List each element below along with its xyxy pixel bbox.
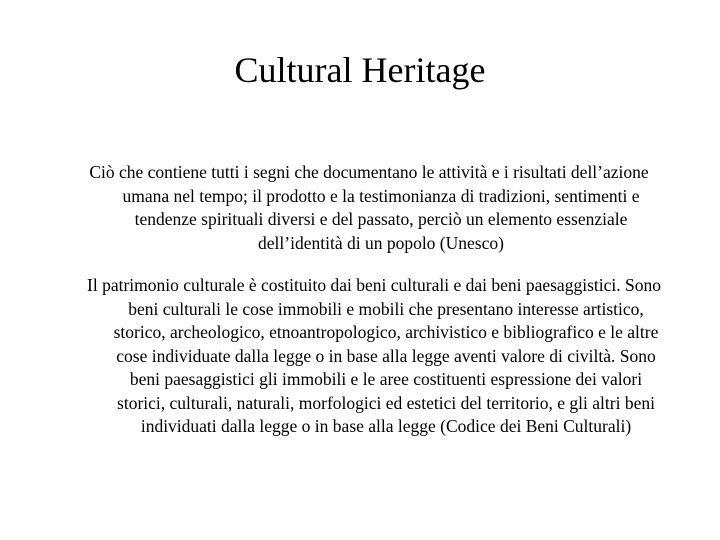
codice-definition-paragraph: Il patrimonio culturale è costituito dai beni culturali e dai beni paesaggistici. Sono beni culturali le cose immobili e mobili che presentano interesse artistico, storico, archeologico, etnoantropologico, archivistico e bibliografico e le altre cose individuate dalla legge o in base alla legge aventi valore di civiltà. Sono beni paesaggistici gli immobili e le aree costituenti espressione dei valori storici, culturali, naturali, morfologici ed estetici del territorio, e gli altri beni individuati dalla legge o in base alla legge (Codice dei Beni Culturali)	[87, 275, 661, 436]
unesco-definition-paragraph: Ciò che contiene tutti i segni che documentano le attività e i risultati dell’azione umana nel tempo; il prodotto e la testimonianza di tradizioni, sentimenti e tendenze spirituali diversi e del passato, perciò un elemento essenziale dell’identità di un popolo (Unesco)	[89, 162, 649, 253]
slide-title: Cultural Heritage	[234, 50, 486, 90]
